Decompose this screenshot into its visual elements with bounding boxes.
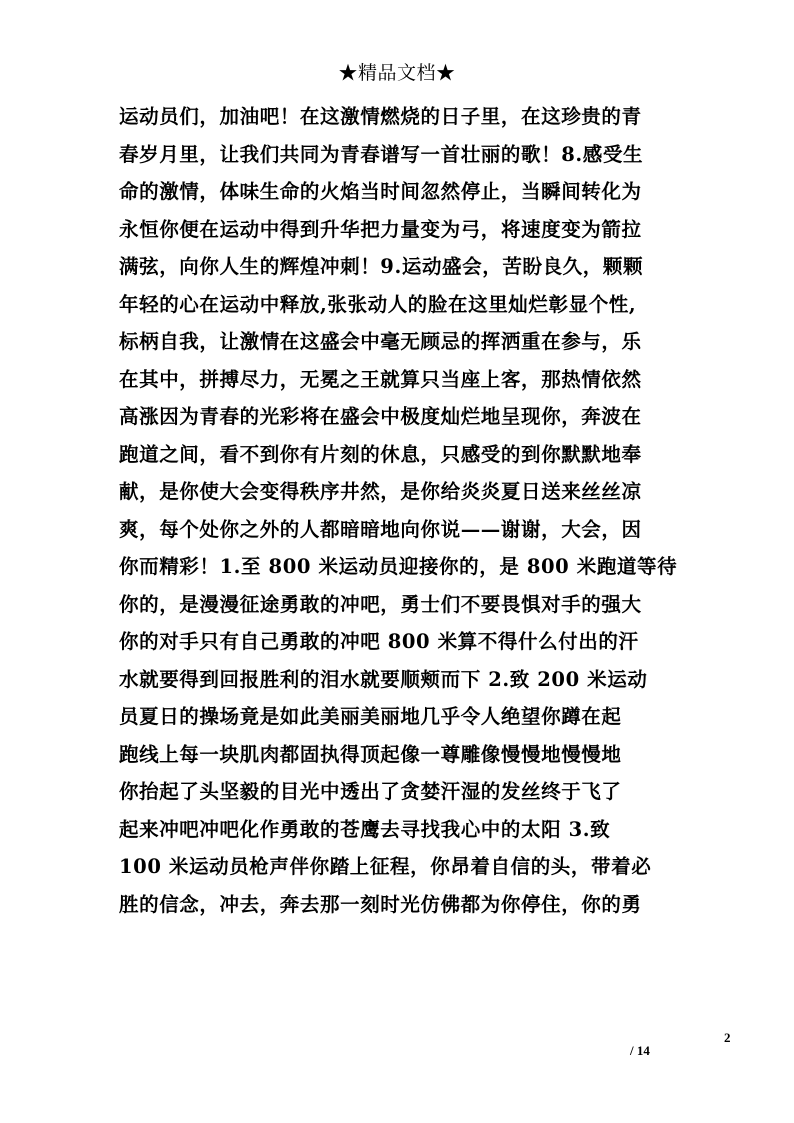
body-line: 你抬起了头坚毅的目光中透出了贪婪汗湿的发丝终于飞了 (119, 780, 622, 803)
body-line: 胜的信念，冲去，奔去那一刻时光仿佛都为你停住，你的勇 (119, 892, 642, 916)
body-line: 跑线上每一块肌肉都固执得顶起像一尊雕像慢慢地慢慢地 (119, 742, 622, 766)
page-total: / 14 (630, 1043, 650, 1058)
body-line: 你而精彩！1.至 800 米运动员迎接你的，是 800 米跑道等待 (119, 555, 678, 578)
body-line: 跑道之间，看不到你有片刻的休息，只感受的到你默默地奉 (119, 442, 642, 466)
body-line: 命的激情，体味生命的火焰当时间忽然停止，当瞬间转化为 (119, 180, 642, 203)
body-line: 爽，每个处你之外的人都暗暗地向你说——谢谢，大会，因 (119, 517, 642, 541)
body-line: 在其中，拼搏尽力，无冕之王就算只当座上客，那热情依然 (119, 367, 642, 391)
body-line: 起来冲吧冲吧化作勇敢的苍鹰去寻找我心中的太阳 3.致 (119, 817, 611, 841)
body-line: 高涨因为青春的光彩将在盛会中极度灿烂地呈现你，奔波在 (119, 405, 642, 428)
body-line: 你的对手只有自己勇敢的冲吧 800 米算不得什么付出的汗 (119, 630, 639, 653)
body-line: 春岁月里，让我们共同为青春谱写一首壮丽的歌！8.感受生 (119, 142, 644, 166)
body-line: 水就要得到回报胜利的泪水就要顺颊而下 2.致 200 米运动 (119, 667, 648, 691)
document-body (119, 98, 679, 923)
body-line: 献，是你使大会变得秩序井然，是你给炎炎夏日送来丝丝凉 (119, 480, 642, 503)
body-line: 你的，是漫漫征途勇敢的冲吧，勇士们不要畏惧对手的强大 (119, 592, 642, 616)
body-line: 员夏日的操场竟是如此美丽美丽地几乎令人绝望你蹲在起 (119, 705, 622, 728)
body-line: 年轻的心在运动中释放,张张动人的脸在这里灿烂彰显个性, (119, 292, 637, 316)
body-line: 满弦，向你人生的辉煌冲刺！9.运动盛会，苦盼良久，颗颗 (119, 255, 644, 278)
body-line: 永恒你便在运动中得到升华把力量变为弓，将速度变为箭拉 (119, 217, 642, 241)
document-header-title: ★精品文档★ (338, 62, 456, 84)
body-line: 运动员们，加油吧！在这激情燃烧的日子里，在这珍贵的青 (119, 105, 642, 128)
body-line: 100 米运动员枪声伴你踏上征程，你昂着自信的头，带着必 (119, 855, 652, 878)
body-line: 标柄自我，让激情在这盛会中毫无顾忌的挥洒重在参与，乐 (119, 330, 642, 353)
page-number: 2 (724, 1030, 731, 1045)
